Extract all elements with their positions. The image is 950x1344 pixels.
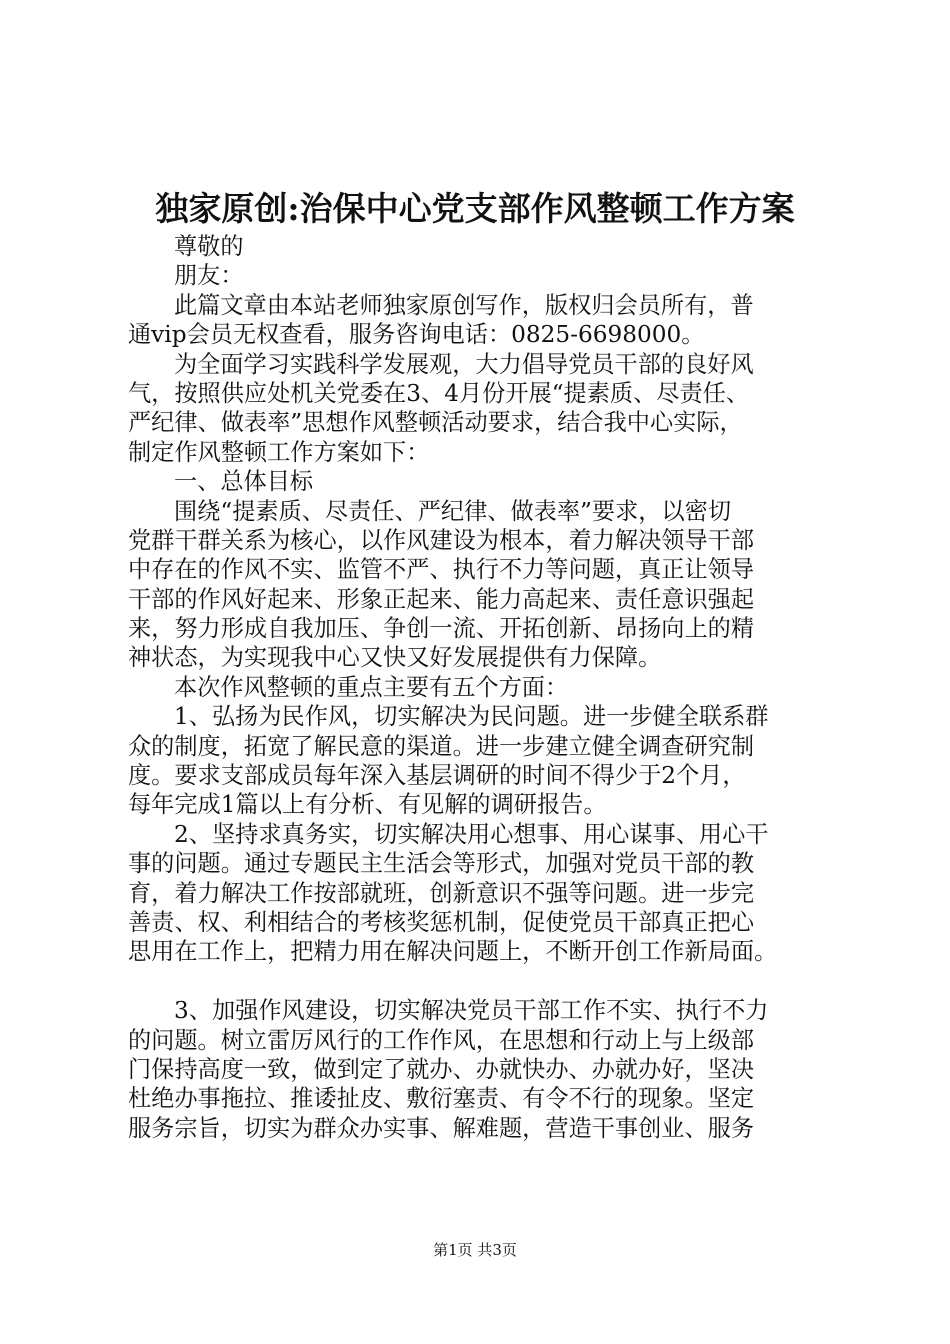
- text-line: 本次作风整顿的重点主要有五个方面：: [174, 673, 569, 701]
- text-line: 杜绝办事拖拉、推诿扯皮、敷衍塞责、有令不行的现象。坚定: [128, 1085, 755, 1113]
- text-line: 思用在工作上，把精力用在解决问题上，不断开创工作新局面。: [128, 938, 778, 966]
- text-line: 事的问题。通过专题民主生活会等形式，加强对党员干部的教: [128, 850, 755, 878]
- text-line: 3、加强作风建设，切实解决党员干部工作不实、执行不力: [174, 997, 769, 1025]
- text-line: [128, 967, 832, 996]
- text-line: 党群干群关系为核心，以作风建设为根本，着力解决领导干部: [128, 526, 755, 554]
- text-line: 每年完成1篇以上有分析、有见解的调研报告。: [128, 791, 607, 819]
- text-line: 门保持高度一致，做到定了就办、办就快办、办就办好，坚决: [128, 1055, 755, 1083]
- document-body: [128, 232, 832, 1143]
- text-line: 围绕“提素质、尽责任、严纪律、做表率”要求，以密切: [174, 497, 732, 525]
- text-line: 气，按照供应处机关党委在3、4月份开展“提素质、尽责任、: [128, 379, 750, 407]
- text-line: 此篇文章由本站老师独家原创写作，版权归会员所有，普: [174, 291, 754, 319]
- page-footer: 第1页 共3页: [433, 1241, 517, 1259]
- text-line: 一、总体目标: [174, 468, 314, 496]
- text-line: 制定作风整顿工作方案如下：: [128, 438, 430, 466]
- text-line: 众的制度，拓宽了解民意的渠道。进一步建立健全调查研究制: [128, 732, 755, 760]
- text-line: 严纪律、做表率”思想作风整顿活动要求，结合我中心实际，: [128, 409, 743, 437]
- text-line: 度。要求支部成员每年深入基层调研的时间不得少于2个月，: [128, 762, 746, 790]
- document-title: 独家原创:治保中心党支部作风整顿工作方案: [155, 189, 795, 228]
- text-line: 2、坚持求真务实，切实解决用心想事、用心谋事、用心干: [174, 820, 769, 848]
- text-line: 1、弘扬为民作风，切实解决为民问题。进一步健全联系群: [174, 703, 769, 731]
- text-line: 为全面学习实践科学发展观，大力倡导党员干部的良好风: [174, 350, 754, 378]
- text-line: 神状态，为实现我中心又快又好发展提供有力保障。: [128, 644, 662, 672]
- text-line: 服务宗旨，切实为群众办实事、解难题，营造干事创业、服务: [128, 1114, 755, 1142]
- text-line: 尊敬的: [174, 233, 244, 260]
- text-line: 善责、权、利相结合的考核奖惩机制，促使党员干部真正把心: [128, 908, 755, 936]
- text-line: 朋友：: [174, 262, 244, 290]
- text-line: 通vip会员无权查看，服务咨询电话：0825-6698000。: [128, 321, 705, 349]
- text-line: 干部的作风好起来、形象正起来、能力高起来、责任意识强起: [128, 585, 755, 613]
- text-line: 的问题。树立雷厉风行的工作作风，在思想和行动上与上级部: [128, 1026, 755, 1054]
- text-line: 育，着力解决工作按部就班，创新意识不强等问题。进一步完: [128, 879, 755, 907]
- text-line: 来，努力形成自我加压、争创一流、开拓创新、昂扬向上的精: [128, 615, 755, 643]
- text-line: 中存在的作风不实、监管不严、执行不力等问题，真正让领导: [128, 556, 755, 584]
